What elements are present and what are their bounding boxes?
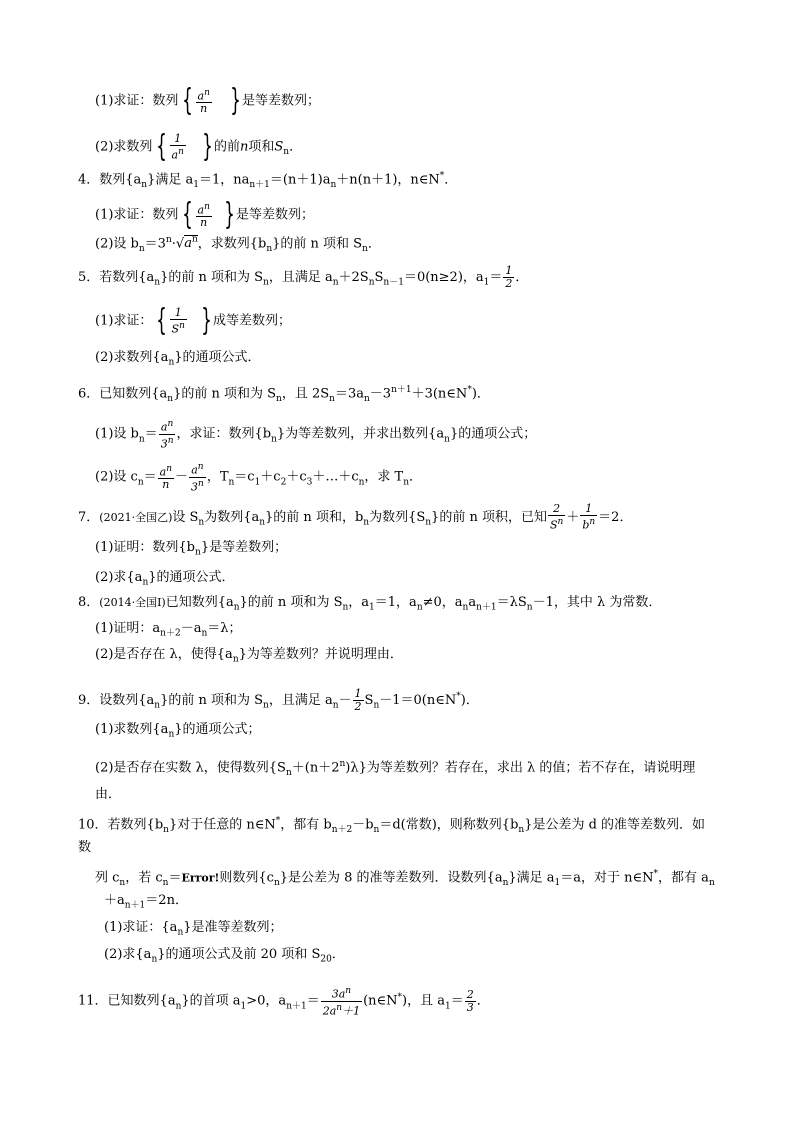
t: 为数列{S — [369, 509, 426, 525]
radicand: a — [184, 236, 192, 252]
denominator: b — [582, 518, 590, 532]
p10-l2 — [78, 840, 91, 856]
s: n — [167, 393, 174, 404]
t: ＝ — [143, 469, 157, 485]
p9-q2 — [95, 756, 695, 781]
s: n — [142, 577, 149, 588]
t: }是等差数列； — [200, 540, 288, 555]
p3-q2 — [95, 129, 303, 164]
t: ＝1，a — [374, 595, 417, 610]
s: n — [345, 986, 352, 996]
t: ． — [444, 172, 458, 188]
t: S — [374, 270, 384, 285]
s: n — [373, 700, 380, 711]
t: (2)求数列{a — [95, 350, 169, 365]
denominator: 3 — [466, 1000, 474, 1014]
t: －1，其中 λ 为常数． — [532, 595, 662, 610]
p7-q2 — [95, 570, 235, 591]
t: ＝ — [144, 426, 158, 442]
t: }的前 n 项和为 S — [160, 270, 264, 285]
s: n — [336, 1002, 343, 1013]
t: ． — [331, 947, 345, 962]
t: }的前 n 项和为 S — [160, 693, 264, 708]
s: n — [195, 547, 201, 558]
fraction — [196, 87, 212, 116]
s: n — [526, 602, 533, 613]
t: (1)求证： — [95, 313, 153, 329]
s: n — [332, 277, 339, 288]
s: n — [271, 434, 277, 445]
sup: n — [178, 146, 184, 157]
s: n — [166, 463, 172, 474]
t: }的通项公式及前 20 项和 S — [157, 947, 321, 962]
p10-l1 — [78, 813, 705, 838]
t: ＝ — [168, 870, 182, 886]
s: n — [502, 877, 509, 888]
t: ＝c — [234, 469, 255, 485]
s: n — [141, 179, 148, 190]
s: n — [232, 654, 239, 665]
t: 9．设数列{a — [78, 693, 155, 708]
s: n — [197, 462, 204, 472]
p9-head — [78, 688, 479, 714]
brace-right: } — [201, 303, 212, 338]
t: (1)求证：数列 — [95, 207, 179, 223]
t: S — [364, 693, 374, 708]
t: }满足 a — [147, 172, 194, 188]
t: ＝λS — [496, 595, 527, 610]
s: n — [138, 243, 145, 254]
numerator: a — [197, 203, 205, 217]
s: n＋1 — [249, 179, 270, 190]
s: n — [362, 243, 368, 254]
s: 3 — [306, 477, 313, 488]
numerator: 1 — [354, 687, 362, 700]
t: (n∈N — [363, 993, 398, 1009]
denominator: S — [549, 518, 558, 532]
t: ，且满足 a — [268, 270, 333, 285]
t: ＋(n＋2 — [291, 760, 340, 776]
numerator: 1 — [170, 307, 187, 320]
s: n＋1 — [391, 385, 412, 395]
s: n — [191, 235, 198, 245]
t: 则数列{c — [219, 870, 274, 886]
t: ，求 T — [364, 469, 404, 485]
s: n — [373, 824, 380, 835]
s: n — [342, 602, 349, 613]
s: n — [363, 517, 370, 528]
t: 数 — [78, 840, 92, 855]
brace-left: { — [182, 83, 194, 118]
s: * — [275, 816, 281, 826]
t: ＋c — [260, 469, 281, 485]
t: ，都有 b — [280, 817, 332, 833]
p9-q1 — [95, 722, 261, 743]
p10-q2 — [104, 947, 345, 968]
brace-right: } — [202, 129, 213, 164]
error-text: Error! — [181, 871, 220, 885]
t: ，求证：数列{b — [176, 426, 272, 442]
p8-q2 — [95, 647, 403, 668]
s: n — [425, 517, 432, 528]
s: n — [165, 235, 172, 245]
text: (2)求数列 — [95, 139, 153, 155]
t: (2)求{a — [104, 947, 152, 962]
numerator: a — [191, 463, 198, 477]
brace-left: { — [156, 129, 168, 164]
p11-head — [78, 985, 490, 1017]
p3-q1 — [95, 83, 320, 118]
brace-right: } — [224, 197, 235, 232]
denominator: 2 — [505, 277, 513, 290]
s: n＋2 — [331, 824, 353, 835]
t: ＋ — [566, 509, 580, 525]
t: ，都有 a — [658, 870, 709, 886]
p4-q2 — [95, 232, 381, 257]
t: ＋a — [104, 893, 125, 908]
t: ＝3 — [144, 236, 166, 252]
s: 1 — [483, 277, 490, 288]
s: n — [462, 602, 469, 613]
s: 20 — [320, 954, 332, 965]
sub: n — [283, 147, 290, 158]
t: ＋2S — [338, 270, 369, 285]
t: ． — [476, 993, 490, 1009]
s: n — [358, 477, 365, 488]
p9-q2-cont — [95, 787, 121, 803]
t: )． — [471, 386, 490, 402]
t: ＝a，对于 n∈N — [560, 870, 654, 886]
t: }满足 a — [508, 870, 555, 886]
t: }的首项 a — [181, 993, 241, 1009]
denominator: 2a — [322, 1004, 337, 1018]
brace-left: { — [182, 197, 194, 232]
fraction — [321, 985, 362, 1017]
p6-q2 — [95, 461, 422, 493]
s: n — [557, 517, 564, 527]
s: n — [263, 700, 269, 711]
t: a — [468, 595, 477, 610]
text: (1)求证：数列 — [95, 93, 179, 109]
p6-q1 — [95, 418, 536, 450]
p6-head — [78, 382, 490, 407]
p5-q2 — [95, 350, 261, 371]
t: ＝0(n≥2)，a — [403, 270, 484, 285]
numerator: a — [159, 465, 167, 479]
s: n — [363, 393, 370, 404]
t: }对于任意的 n∈N — [168, 817, 276, 833]
numerator: 2 — [466, 987, 474, 1001]
denominator: S — [171, 322, 180, 336]
t: ，a — [348, 595, 370, 610]
s: n — [151, 954, 158, 965]
numerator: 1 — [170, 133, 186, 146]
fraction — [465, 989, 476, 1014]
t: )λ}为等差数列？若存在，求出 λ 的值；若不存在，请说明理 — [345, 760, 696, 776]
s: n — [416, 602, 423, 613]
s: n＋1 — [476, 602, 497, 613]
t: 7． — [78, 509, 100, 525]
t: ≠0，a — [422, 595, 463, 610]
s: n — [201, 628, 208, 639]
s: n — [403, 477, 410, 488]
t: ＝2n． — [145, 893, 188, 908]
s: n — [330, 179, 337, 190]
s: n — [228, 477, 235, 488]
s: * — [439, 171, 445, 181]
t: －b — [352, 817, 374, 833]
fraction — [158, 463, 174, 492]
brace-right: } — [230, 83, 241, 118]
denominator: n — [162, 478, 170, 492]
p4-q1 — [95, 197, 314, 232]
s: n — [167, 435, 174, 446]
t: 6．已知数列{a — [78, 386, 168, 402]
numerator: a — [160, 420, 168, 434]
t: }的通项公式． — [148, 570, 235, 585]
t: (2)是否存在实数 λ，使得数列{S — [95, 760, 286, 776]
s: n — [177, 927, 184, 938]
t: ＝1，na — [198, 172, 250, 188]
t: >0，a — [246, 993, 287, 1009]
t: 5．若数列{a — [78, 270, 155, 285]
sup: n — [204, 201, 210, 212]
source: (2014·全国Ⅰ) — [99, 596, 166, 609]
denominator: ＋1 — [342, 1004, 361, 1018]
p7-q1 — [95, 540, 287, 561]
fraction — [170, 307, 187, 336]
numerator: a — [197, 89, 205, 103]
t: }的前 n 项和，b — [265, 509, 364, 525]
s: 2 — [280, 477, 287, 488]
t: － — [175, 469, 189, 485]
t: － — [338, 693, 352, 708]
denominator: 2 — [354, 700, 362, 713]
t: ＋3(n∈N — [411, 386, 468, 402]
s: n — [198, 517, 205, 528]
t: }的前 n 项和为 S — [173, 386, 277, 402]
t: ，且满足 a — [268, 693, 333, 708]
s: n＋1 — [286, 1001, 307, 1012]
t: ＝λ； — [207, 621, 242, 636]
text: ． — [289, 139, 303, 155]
fraction — [503, 265, 514, 290]
t: ＋c — [286, 469, 307, 485]
s: 1 — [554, 877, 561, 888]
t: ＝3a — [334, 386, 364, 402]
fraction — [548, 503, 565, 532]
t: (1)证明：数列{b — [95, 540, 196, 555]
s: n — [168, 357, 175, 368]
s: n — [175, 1001, 182, 1012]
s: n — [119, 877, 126, 888]
s: n — [167, 419, 174, 429]
text: 是等差数列； — [241, 93, 320, 109]
t: －a — [180, 621, 202, 636]
s: n — [259, 517, 266, 528]
t: 是等差数列； — [235, 207, 314, 223]
t: 成等差数列； — [212, 313, 291, 329]
var: S — [274, 139, 284, 155]
numerator: 1 — [580, 503, 597, 516]
t: ＝d(常数)，则称数列{b — [379, 817, 519, 833]
t: }是准等差数列； — [183, 920, 283, 935]
s: * — [456, 691, 461, 702]
t: 由． — [95, 787, 122, 802]
s: n — [162, 877, 169, 888]
t: ＝ — [489, 270, 503, 285]
t: ＝ — [450, 993, 464, 1009]
t: ＝ — [306, 993, 320, 1009]
t: ． — [367, 236, 381, 252]
p10-l4 — [104, 893, 188, 914]
s: n — [589, 517, 596, 527]
s: n — [198, 478, 204, 489]
s: n — [266, 243, 273, 254]
s: n＋1 — [124, 900, 146, 911]
t: 已知数列{a — [165, 595, 234, 610]
denominator: 3 — [160, 437, 168, 451]
s: * — [397, 992, 403, 1003]
source: (2021·全国乙) — [99, 510, 173, 524]
t: )，且 a — [402, 993, 446, 1009]
s: n — [138, 434, 145, 445]
s: n — [276, 393, 282, 404]
fraction — [170, 133, 186, 162]
var: n — [239, 139, 249, 155]
t: }为等差数列？并说明理由． — [238, 647, 403, 662]
t: 为数列{a — [204, 509, 260, 525]
brace-left: { — [156, 303, 168, 338]
fraction — [159, 418, 176, 450]
denominator: a — [171, 148, 179, 162]
t: (1)求证：{a — [104, 920, 178, 935]
s: n — [285, 767, 292, 778]
s: 1 — [369, 602, 375, 613]
s: n — [444, 434, 450, 445]
s: n－1 — [383, 277, 404, 288]
t: ＋n(n＋1)，n∈N — [336, 172, 440, 188]
t: (2)设 c — [95, 469, 138, 485]
s: n — [708, 877, 715, 888]
s: n — [179, 320, 185, 331]
t: 列 c — [95, 870, 120, 886]
t: ＝(n＋1)a — [269, 172, 331, 188]
p10-q1 — [104, 920, 283, 941]
text: 的前 — [213, 139, 240, 155]
sqrt: $√a^n$ — [175, 235, 198, 252]
t: }的通项公式； — [449, 426, 537, 442]
s: * — [653, 869, 659, 879]
denominator: n — [200, 216, 208, 230]
t: 设 S — [172, 509, 199, 525]
s: n — [518, 824, 525, 835]
numerator: 1 — [505, 264, 513, 277]
s: n — [332, 700, 339, 711]
t: }的前 n 项积，已知 — [431, 509, 547, 525]
t: ＋…＋c — [312, 469, 359, 485]
fraction — [196, 201, 212, 230]
s: n — [368, 277, 375, 288]
t: (1)设 b — [95, 426, 139, 442]
t: }是公差为 d 的准等差数列．如 — [524, 817, 706, 833]
t: ＝2． — [598, 509, 633, 525]
t: }是公差为 8 的准等差数列．设数列{a — [279, 870, 503, 886]
s: 1 — [445, 1001, 451, 1012]
t: －3 — [369, 386, 392, 402]
t: ，求数列{b — [197, 236, 267, 252]
t: )． — [460, 693, 479, 708]
s: n — [163, 824, 169, 835]
p10-l3 — [95, 866, 715, 891]
t: (1)求数列{a — [95, 722, 169, 737]
t: ，且 2S — [281, 386, 330, 402]
text: 项和 — [248, 139, 275, 155]
t: }的通项公式． — [174, 350, 261, 365]
s: * — [467, 385, 472, 395]
t: · — [171, 236, 176, 252]
t: (1)证明：a — [95, 621, 161, 636]
s: n — [329, 393, 335, 404]
s: 1 — [193, 179, 199, 190]
t: ，T — [206, 469, 229, 485]
p8-q1 — [95, 621, 242, 642]
s: 1 — [254, 477, 261, 488]
fraction — [353, 688, 364, 713]
t: (2)求{a — [95, 570, 143, 585]
p7-head — [78, 503, 632, 532]
t: 4．数列{a — [78, 172, 142, 188]
s: n — [137, 477, 144, 488]
t: ，若 c — [125, 870, 163, 886]
t: }的前 n 项和为 S — [239, 595, 343, 610]
t: (2)是否存在 λ，使得{a — [95, 647, 233, 662]
t: ． — [515, 270, 529, 285]
s: n — [273, 877, 280, 888]
t: 10．若数列{b — [78, 817, 164, 833]
denominator: n — [200, 102, 208, 116]
denominator: 3 — [191, 480, 199, 494]
p4-head — [78, 168, 457, 193]
p8-head — [78, 595, 661, 616]
t: }的通项公式； — [174, 722, 261, 737]
s: n＋2 — [160, 628, 181, 639]
t: 8． — [78, 595, 100, 610]
s: n — [168, 729, 175, 740]
s: n — [263, 277, 269, 288]
t: 11．已知数列{a — [78, 993, 176, 1009]
s: n — [154, 277, 161, 288]
s: n — [339, 759, 346, 769]
numerator: 2 — [548, 503, 565, 516]
t: －1＝0(n∈N — [379, 693, 457, 708]
t: (2)设 b — [95, 236, 139, 252]
fraction — [189, 461, 206, 493]
s: n — [154, 700, 161, 711]
p5-q1 — [95, 303, 291, 338]
s: n — [233, 602, 240, 613]
t: ． — [409, 469, 423, 485]
s: 1 — [240, 1001, 247, 1012]
sup: n — [204, 87, 210, 98]
t: }的前 n 项和 S — [272, 236, 363, 252]
t: }为等差数列，并求出数列{a — [276, 426, 445, 442]
numerator: 3a — [331, 987, 346, 1001]
fraction — [580, 503, 597, 532]
p5-head — [78, 265, 528, 291]
